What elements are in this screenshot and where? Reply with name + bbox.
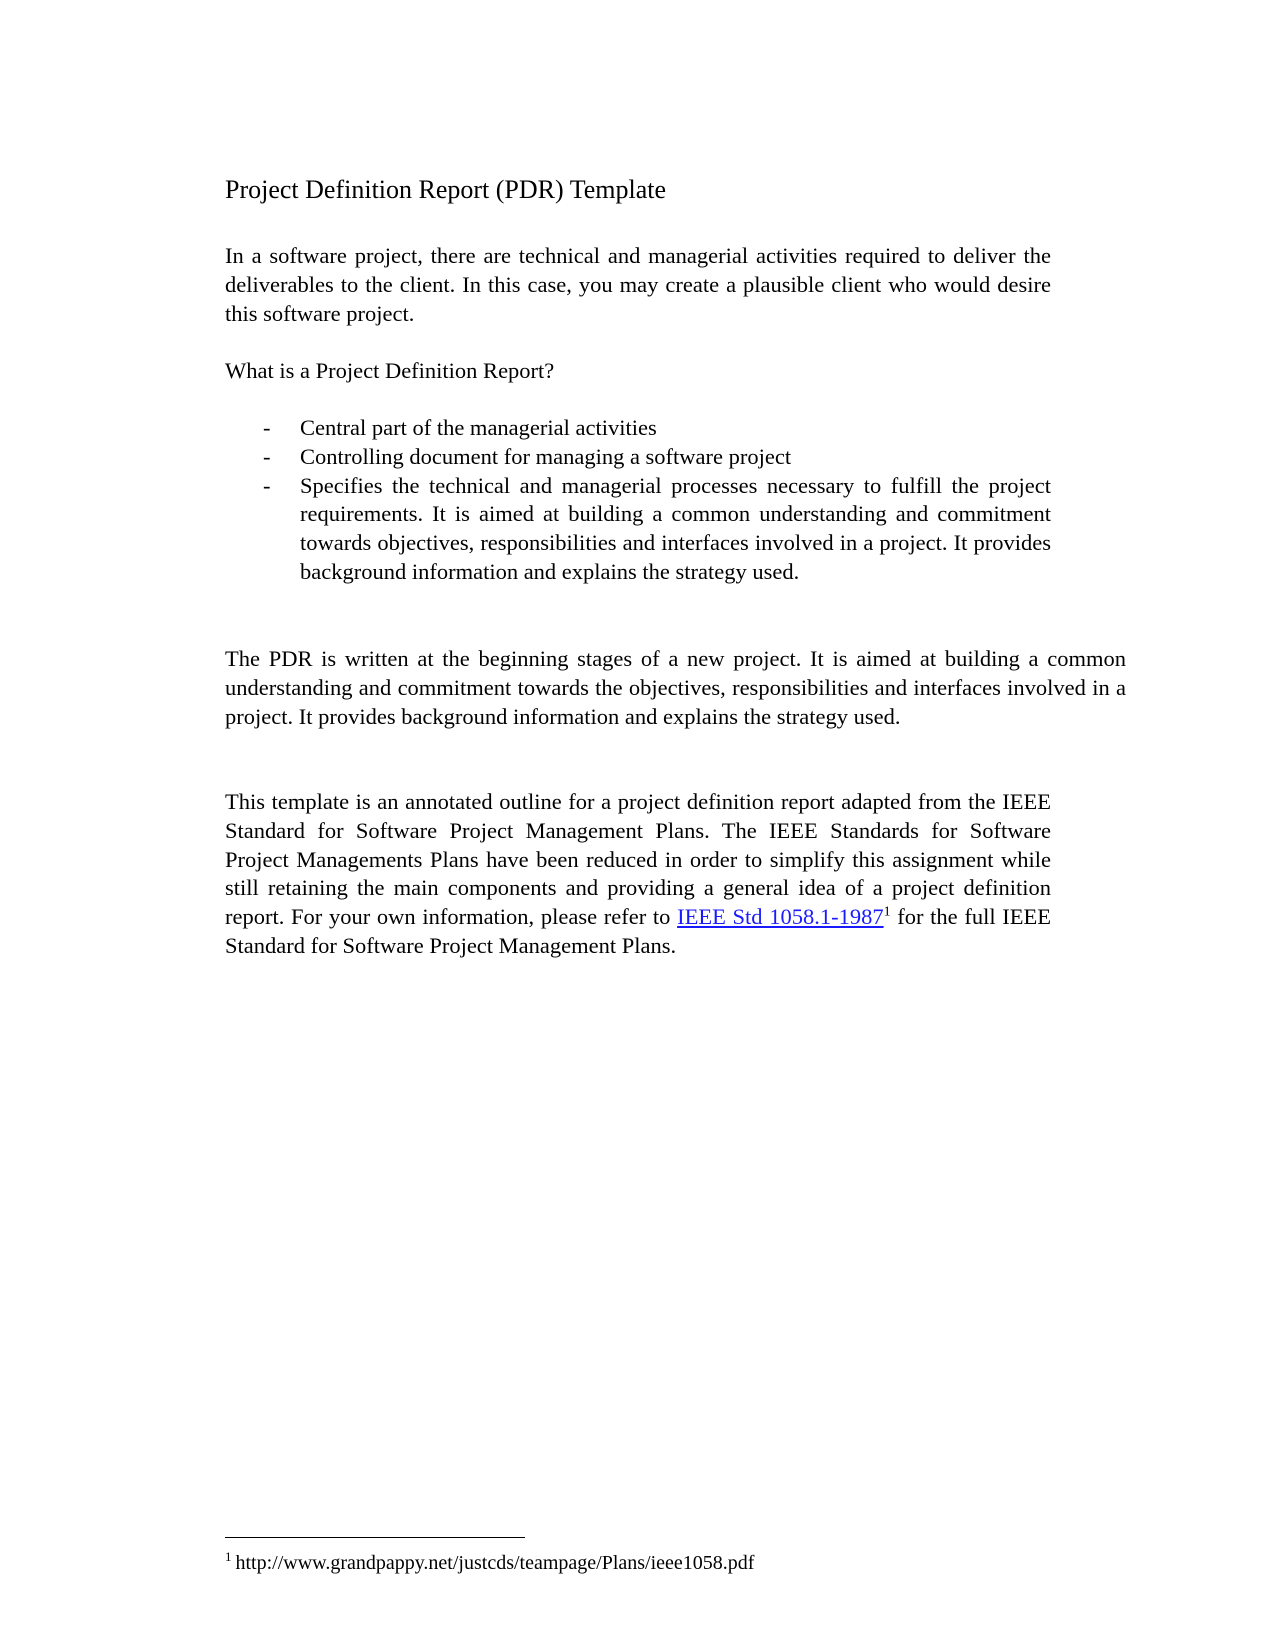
footnote-url: http://www.grandpappy.net/justcds/teampage/Plans/ieee1058.pdf xyxy=(235,1552,755,1574)
bullet-dash: - xyxy=(263,472,271,498)
footnote-reference[interactable]: 1 xyxy=(883,904,891,920)
bullet-text: Controlling document for managing a software project xyxy=(300,443,792,469)
footnote-number: 1 xyxy=(225,1549,232,1565)
intro-paragraph: In a software project, there are technical and managerial activities required to deliver the deliverables to the client. In this case, you may create a plausible client who would desire this software project. xyxy=(225,243,1051,326)
bullet-dash: - xyxy=(263,415,271,440)
footnote xyxy=(225,1550,754,1576)
template-paragraph xyxy=(225,788,1051,961)
document-title: Project Definition Report (PDR) Template xyxy=(225,175,667,204)
bullet-text: Central part of the managerial activities xyxy=(300,415,657,440)
list-item xyxy=(225,443,1051,472)
bullet-dash: - xyxy=(263,443,271,469)
list-item xyxy=(225,414,1051,443)
definition-bullet-list xyxy=(225,414,1051,587)
template-text-before-link: This template is an annotated outline for a project definition report adapted from the IEEE Standard for Software Project Management Plans. The IEEE Standards for Software Project Managements Plans have been reduced in order to simplify this assignment while still retaining the main components and providing a general idea of a project definition report. For your own information, please refer to xyxy=(225,789,1051,930)
bullet-text: Specifies the technical and managerial processes necessary to fulfill the project requirements. It is aimed at building a common understanding and commitment towards objectives, responsibilities and interfaces involved in a project. It provides background information and explains the strategy used. xyxy=(300,472,1051,584)
pdr-paragraph: The PDR is written at the beginning stages of a new project. It is aimed at building a common understanding and commitment towards the objectives, responsibilities and interfaces involved in a project. It provides background information and explains the strategy used. xyxy=(225,646,1126,729)
ieee-std-link[interactable]: IEEE Std 1058.1-1987 xyxy=(677,904,884,930)
template-text-after-link: for the full IEEE Standard for Software Project Management Plans. xyxy=(225,904,1052,958)
footnote-separator xyxy=(225,1537,525,1538)
question-heading: What is a Project Definition Report? xyxy=(225,358,555,383)
list-item xyxy=(225,472,1051,587)
